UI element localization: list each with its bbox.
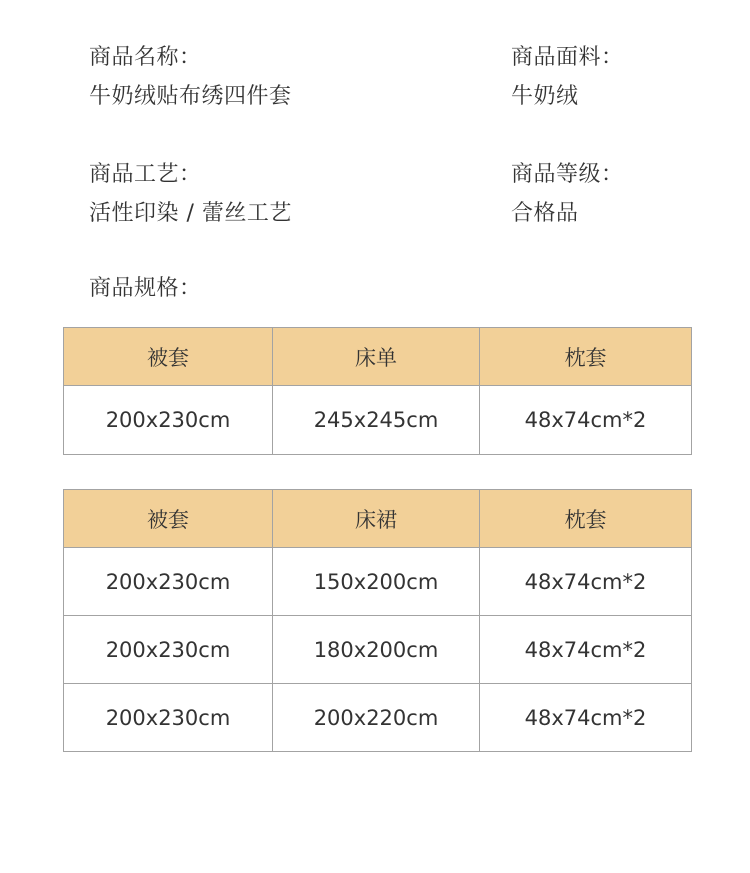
table-cell: 48x74cm*2 — [480, 684, 692, 752]
table-cell: 200x230cm — [64, 548, 273, 616]
product-grade-value: 合格品 — [511, 201, 579, 226]
header-duvet-cover: 被套 — [64, 490, 273, 548]
product-craft-value: 活性印染 / 蕾丝工艺 — [89, 201, 292, 226]
spec-table-bed-skirt — [63, 489, 692, 752]
header-bed-skirt: 床裙 — [273, 490, 480, 548]
table-cell: 200x230cm — [64, 386, 273, 455]
table-row — [64, 386, 692, 455]
table-cell: 180x200cm — [273, 616, 480, 684]
table-cell: 200x230cm — [64, 684, 273, 752]
spec-table-bedsheet — [63, 327, 692, 455]
product-spec-label: 商品规格： — [89, 276, 202, 301]
table-cell: 48x74cm*2 — [480, 548, 692, 616]
table-row — [64, 548, 692, 616]
table-cell: 150x200cm — [273, 548, 480, 616]
table-row — [64, 616, 692, 684]
header-bed-sheet: 床单 — [273, 328, 480, 386]
product-grade-label: 商品等级： — [511, 162, 624, 187]
product-fabric-label: 商品面料： — [511, 45, 624, 70]
product-name-value: 牛奶绒贴布绣四件套 — [89, 84, 292, 109]
header-pillowcase: 枕套 — [480, 490, 692, 548]
table-cell: 48x74cm*2 — [480, 386, 692, 455]
product-craft-label: 商品工艺： — [89, 162, 202, 187]
product-fabric-field — [511, 43, 624, 112]
product-name-field — [89, 43, 292, 112]
header-pillowcase: 枕套 — [480, 328, 692, 386]
table-cell: 200x220cm — [273, 684, 480, 752]
table-cell: 48x74cm*2 — [480, 616, 692, 684]
product-craft-field — [89, 160, 292, 229]
product-grade-field — [511, 160, 624, 229]
header-duvet-cover: 被套 — [64, 328, 273, 386]
table-header-row — [64, 490, 692, 548]
table-row — [64, 684, 692, 752]
table-header-row — [64, 328, 692, 386]
table-cell: 200x230cm — [64, 616, 273, 684]
product-name-label: 商品名称： — [89, 45, 202, 70]
table-cell: 245x245cm — [273, 386, 480, 455]
product-fabric-value: 牛奶绒 — [511, 84, 579, 109]
